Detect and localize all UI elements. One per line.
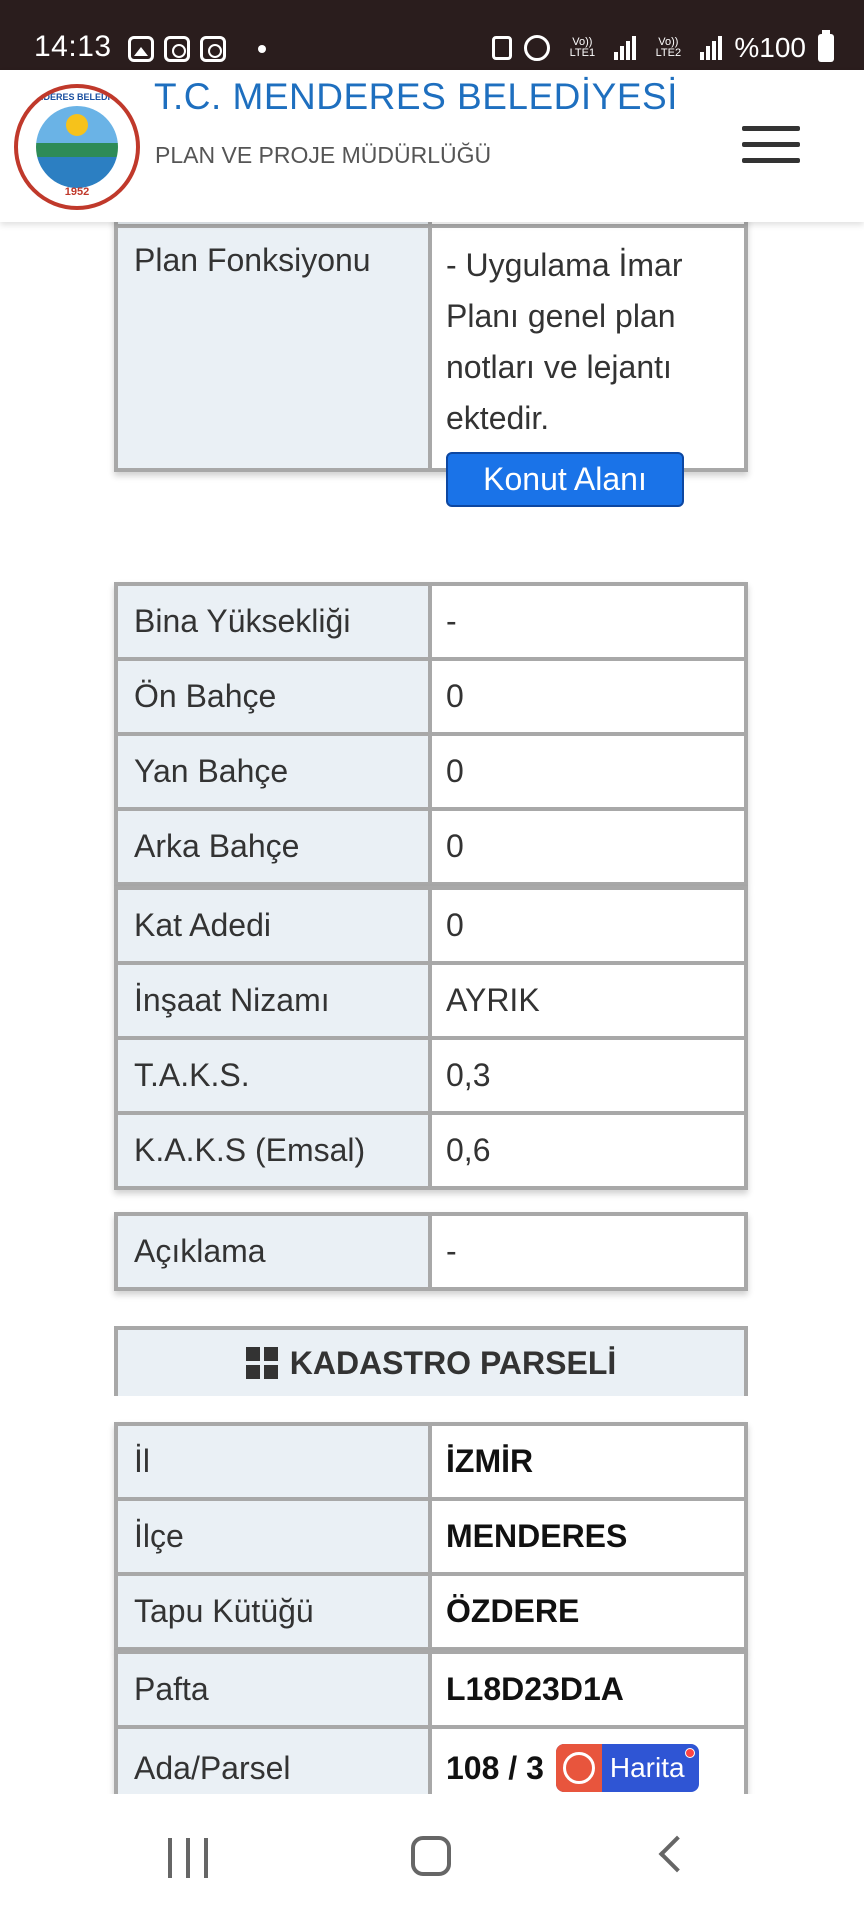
signal-icon	[700, 36, 722, 60]
logo-sun	[66, 114, 88, 136]
plan-function-value	[432, 228, 744, 497]
globe-icon	[556, 1744, 602, 1792]
system-icons	[492, 32, 834, 64]
row-value: -	[432, 586, 744, 657]
parcel-table	[114, 1650, 748, 1794]
table-row	[118, 661, 744, 732]
table-row	[118, 228, 744, 497]
logo-year: 1952	[64, 186, 90, 198]
status-time: 14:13	[34, 30, 112, 63]
site-subtitle: PLAN VE PROJE MÜDÜRLÜĞÜ	[155, 142, 492, 168]
row-label: T.A.K.S.	[118, 1040, 428, 1111]
site-title[interactable]: T.C. MENDERES BELEDİYESİ	[154, 76, 678, 117]
description-table	[114, 1212, 748, 1291]
hamburger-menu-icon[interactable]	[742, 126, 800, 166]
row-value: 0	[432, 661, 744, 732]
table-row	[118, 1426, 744, 1497]
table-row	[118, 1501, 744, 1572]
notification-dot	[685, 1748, 695, 1758]
row-label: İl	[118, 1426, 428, 1497]
plan-function-label: Plan Fonksiyonu	[118, 228, 428, 468]
map-button-label: Harita	[609, 1752, 685, 1783]
table-row	[118, 586, 744, 657]
building-params-table	[114, 886, 748, 1190]
section-title: KADASTRO PARSELİ	[289, 1344, 617, 1381]
table-row	[118, 890, 744, 961]
row-value	[432, 1729, 744, 1794]
more-notifications-icon	[258, 45, 266, 53]
row-label: Bina Yüksekliği	[118, 586, 428, 657]
row-label: Kat Adedi	[118, 890, 428, 961]
konut-alani-button[interactable]: Konut Alanı	[446, 452, 684, 507]
row-value: 0	[432, 736, 744, 807]
wifi-calling-icon: Vo)) LTE1	[569, 36, 596, 59]
battery-percent: %100	[734, 32, 806, 63]
instagram-icon	[164, 36, 190, 62]
table-row	[118, 1654, 744, 1725]
gallery-icon	[128, 36, 154, 62]
cadastre-section-header	[114, 1326, 748, 1396]
grid-icon	[246, 1347, 278, 1379]
logo-ring-text: MENDERES BELEDİYESİ	[23, 92, 131, 102]
row-value: -	[432, 1216, 744, 1287]
battery-icon	[818, 34, 834, 62]
signal-icon	[614, 36, 636, 60]
row-value: 0,3	[432, 1040, 744, 1111]
row-label: İlçe	[118, 1501, 428, 1572]
map-button[interactable]	[556, 1744, 699, 1792]
plan-text-line: notları ve lejantı	[446, 349, 672, 385]
row-value: 0,6	[432, 1115, 744, 1186]
plan-text-line: Planı genel plan	[446, 298, 676, 334]
table-row	[118, 811, 744, 882]
row-label: Yan Bahçe	[118, 736, 428, 807]
municipality-logo[interactable]	[14, 84, 140, 210]
lte2-icon: Vo)) LTE2	[655, 36, 682, 59]
home-icon[interactable]	[411, 1836, 451, 1876]
row-value: AYRIK	[432, 965, 744, 1036]
row-value: İZMİR	[432, 1426, 744, 1497]
lock-icon	[492, 36, 512, 60]
navigation-bar	[0, 1794, 864, 1920]
row-label: İnşaat Nizamı	[118, 965, 428, 1036]
row-value: 0	[432, 890, 744, 961]
plan-text-line: ektedir.	[446, 400, 550, 436]
row-label: Tapu Kütüğü	[118, 1576, 428, 1647]
table-row	[118, 222, 744, 224]
cadastre-location-table	[114, 1422, 748, 1651]
page-content[interactable]	[0, 222, 864, 1794]
ada-parsel-value: 108 / 3	[446, 1749, 544, 1786]
table-row	[118, 1576, 744, 1647]
table-row	[118, 1216, 744, 1287]
table-row	[118, 1115, 744, 1186]
row-label: K.A.K.S (Emsal)	[118, 1115, 428, 1186]
instagram-icon	[200, 36, 226, 62]
table-row	[118, 1729, 744, 1794]
row-label: Ada/Parsel	[118, 1729, 428, 1794]
table-row	[118, 1040, 744, 1111]
notification-icons	[128, 36, 266, 62]
table-row	[118, 965, 744, 1036]
recent-apps-icon[interactable]	[168, 1838, 208, 1878]
row-value: 0	[432, 811, 744, 882]
table-row	[118, 736, 744, 807]
alarm-icon	[524, 35, 550, 61]
row-value: ÖZDERE	[432, 1576, 744, 1647]
height-setback-table	[114, 582, 748, 886]
site-header	[0, 70, 864, 222]
row-value: MENDERES	[432, 1501, 744, 1572]
row-value: L18D23D1A	[432, 1654, 744, 1725]
row-label: Açıklama	[118, 1216, 428, 1287]
status-bar	[0, 0, 864, 70]
plan-table	[114, 222, 748, 497]
plan-text-line: - Uygulama İmar	[446, 247, 683, 283]
row-label: Ön Bahçe	[118, 661, 428, 732]
row-label: Pafta	[118, 1654, 428, 1725]
back-icon[interactable]	[659, 1836, 696, 1873]
row-label: Arka Bahçe	[118, 811, 428, 882]
